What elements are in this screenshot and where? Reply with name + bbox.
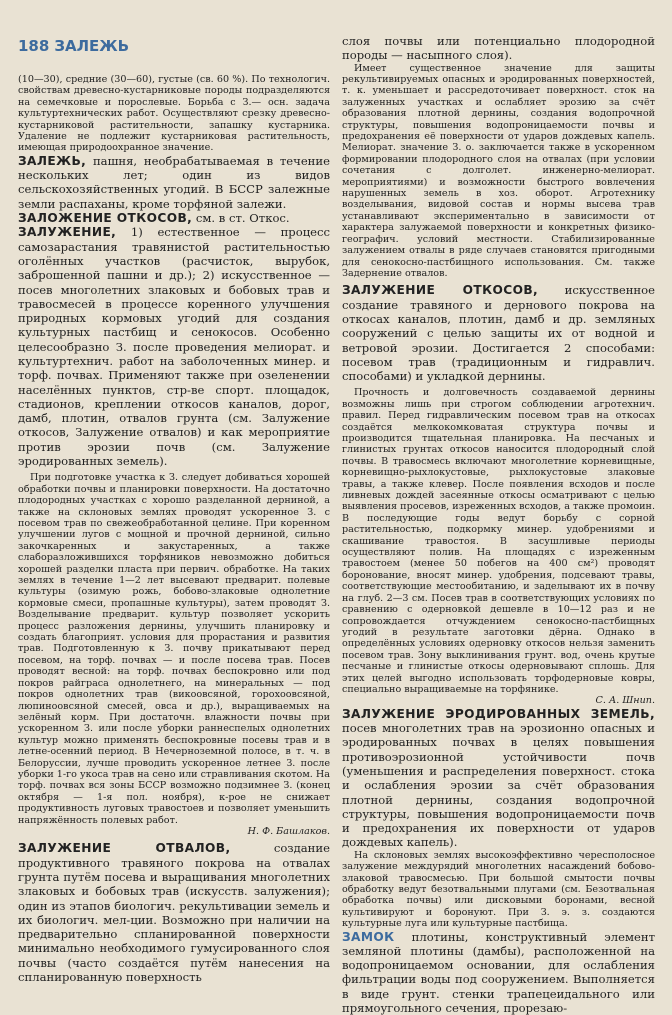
entry-zamok <box>342 930 655 1015</box>
entry-zaluzhenie <box>18 225 330 468</box>
entry-term: ЗАЛЕЖЬ, <box>18 153 87 168</box>
author-signature: Н. Ф. Башлаков. <box>247 825 330 837</box>
entry-zaluzhenie-otkosov <box>342 283 655 383</box>
entry-text: см. в ст. Откос. <box>195 211 290 226</box>
paragraph: Прочность и долговечность создаваемой дернины возможны лишь при строгом соблюдении агротехнич. правил. Перед гидравлическим посевом трав на откосах создаётся мелкокомковатая структура почвы и производится тщательная планировка. На песчаных и глинистых грунтах откосов наносится плодородный слой почвы. В травосмесь включают многолетние корневищные, корневищно-рыхлокустовые, рыхлокустовые злаковые травы, а также клевер. После появления всходов и после ливневых дождей засеянные откосы осматривают с целью выявления просевов, изреженных всходов, а также промоин. В последующие годы ведут борьбу с сорной растительностью, подкормку минер. удобрениями и скашивание травостоя. В засушливые периоды осуществляют полив. На площадях с изреженным травостоем (менее 50 побегов на 400 см²) проводят боронование, вносят минер. удобрения, подсевают травы, соответствующие местообитанию, и заделывают их в почву на глуб. 2—3 см. Посев трав в соответствующих условиях по сравнению с одерновкой дешевле в 10—12 раз и не сопровождается отчуждением сенокосно-пастбищных угодий в результате заготовки дёрна. Однако в определённых условиях одерновку откосов нельзя заменить посевом трав. Зону выклинивания грунт. вод, очень крутые песчаные и глинистые откосы одерновывают сплошь. Для этих целей выгодно использовать торфодерновые ковры, специально выращиваемые на торфянике. <box>342 387 655 695</box>
entry-term: ЗАЛУЖЕНИЕ ОТКОСОВ, <box>342 283 539 298</box>
entry-text: искусственное создание травяного и дернового покрова на откосах каналов, плотин, дамб и др. земляных сооружений с целью защиты их от водной и ветровой эрозии. Достигается 2 способами: посевом трав (традиционным и гидравлич. способами) и укладкой дернины. <box>342 283 655 384</box>
paragraph: При подготовке участка к З. следует добиваться хорошей обработки почвы и планировки поверхности. На достаточно плодородных участках с хорошо разделанной дерниной, а также на склоновых землях проводят ускоренное З. с посевом трав по свежеобработанной целине. При коренном улучшении лугов с мощной и прочной дерниной, сильно закочкаренных и закустаренных, а также слаборазложившихся торфяников невозможно добиться хорошей разделки пласта при первич. обработке. На таких землях в течение 1—2 лет высевают предварит. полевые культуры (озимую рожь, бобово-злаковые однолетние кормовые смеси, пропашные культуры), затем проводят З. Возделывание предварит. культур позволяет ускорить процесс разложения дернины, улучшить планировку и создать благоприят. условия для прорастания и развития трав. Подготовленную к З. почву прикатывают перед посевом, на торф. почвах — и после посева трав. Посев проводят весной: на торф. почвах беспокровно или под покров райграса однолетнего, на минеральных — под покров однолетних трав (викоовсяной, горохоовсяной, люпиноовсяной смесей, овса и др.), выращиваемых на зелёный корм. При достаточн. влажности почвы при ускоренном З. или после уборки раннеспелых однолетних культур можно применять беспокровные посевы трав и в летне-осенний период. В Нечерноземной полосе, в т. ч. в Белоруссии, лучше проводить ускоренное летнее З. после уборки 1-го укоса трав на сено или стравливания скотом. На торф. почвах вся зоны БССР возможно подзимнее З. (конец октября — 1-я пол. ноября), к-рое не снижает продуктивность луговых травостоев и позволяет уменьшить напряжённость полевых работ. <box>18 472 330 826</box>
right-column <box>342 34 655 1015</box>
entry-term: ЗАЛУЖЕНИЕ, <box>18 225 117 240</box>
page-header <box>18 36 129 56</box>
entry-zaluzhenie-erodirovannykh <box>342 707 655 850</box>
author-signature: С. А. Шнип. <box>595 695 655 707</box>
left-column <box>18 74 330 984</box>
entry-zalezh <box>18 154 330 211</box>
entry-text: пашня, необрабатываемая в течение нескольких лет; один из видов сельскохозяйственных угодий. В БССР залежные земли распаханы, кроме торфяной залежи. <box>18 153 330 211</box>
entry-term: ЗАЛУЖЕНИЕ ЭРОДИРОВАННЫХ ЗЕМЕЛЬ, <box>342 706 655 721</box>
entry-text: посев многолетних трав на эрозионно опасных и эродированных почвах в целях повышения противоэрозионной устойчивости почв (уменьшения и распределения поверхност. стока и ослабления эрозии за счёт образования плотной дернины, создания водопрочной структуры, повышения водопроницаемости почв и предохранения их поверхности от ударов дождевых капель). <box>342 721 655 850</box>
running-head: ЗАЛЕЖЬ <box>54 37 130 55</box>
entry-text: плотины, конструктивный элемент земляной плотины (дамбы), расположенной на водопроницаемом основании, для ослабления фильтрации воды под сооружением. Выполняется в виде грунт. стенки трапецеидального или прямоугольного сечения, прорезаю- <box>342 929 656 1015</box>
paragraph: слоя почвы или потенциально плодородной породы — насыпного слоя). <box>342 34 655 63</box>
entry-term: ЗАЛУЖЕНИЕ ОТВАЛОВ, <box>18 841 231 856</box>
page-number: 188 <box>18 37 50 55</box>
paragraph: Имеет существенное значение для защиты рекультивируемых опасных и эродированных поверхностей, т. к. уменьшает и рассредоточивает поверхност. сток на залуженных участках и ослабляет эрозию за счёт образования плотной дернины, создания водопрочной структуры, повышения водопроницаемости почвы и предохранения её поверхности от ударов дождевых капель. Мелиорат. значение З. о. заключается также в ускоренном формировании плодородного слоя на отвалах (при условии сочетания с долголет. инженерно-мелиорат. мероприятиями) и возможности быстрого вовлечения нарушенных земель в хоз. оборот. Агротехнику возделывания, видовой состав и нормы высева трав устанавливают экспериментально в зависимости от характера залужаемой поверхности и конкретных физико-географич. условий местности. Стабилизированные залужением отвалы в ряде случаев становятся пригодными для сенокосно-пастбищного использования. См. также Задернение отвалов. <box>342 62 655 279</box>
entry-term: ЗАМОК <box>342 929 395 944</box>
entry-text: создание продуктивного травяного покрова на отвалах грунта путём посева и выращивания многолетних злаковых и бобовых трав (искусств. залужения); один из этапов биологич. рекультивации земель и их биологич. мел-ции. Возможно при наличии на предварительно спланированной поверхности минимально необходимого гумусированного слоя почвы (часто создаётся путём нанесения на спланированную поверхность <box>18 841 330 985</box>
paragraph: На склоновых землях высокоэффективно чересполосное залужение междурядий многолетних насаждений бобово-злаковой травосмесью. При большой смытости почвы обработку ведут безотвальными плугами (см. Безотвальная обработка почвы) или дисковыми боронами, весной культивируют и боронуют. При З. э. з. создаются культурные луга или культурные пастбища. <box>342 849 655 930</box>
entry-zalozhenie <box>18 211 330 225</box>
paragraph: (10—30), средние (30—60), густые (св. 60 %). По технологич. свойствам древесно-кустарниковые породы подразделяются на семечковые и порослевые. Борьба с З.— осн. задача культуртехнических работ. Осуществляют срезку древесно-кустарниковой растительности, запашку кустарника. Удаление не подлежит кустарниковая растительность, имеющая природоохранное значение. <box>18 74 330 154</box>
entry-text: 1) естественное — процесс самозарастания травянистой растительностью оголённых участков (расчисток, вырубок, заброшенной пашни и др.); 2) искусственное — посев многолетних злаковых и бобовых трав и травосмесей в процессе коренного улучшения природных кормовых угодий для создания культурных пастбищ и сенокосов. Особенно целесообразно З. после проведения мелиорат. и культуртехнич. работ на заболоченных минер. и торф. почвах. Применяют также при озеленении населённых пунктов, стр-ве спорт. площадок, стадионов, креплении откосов каналов, дорог, дамб, плотин, отвалов грунта (см. Залужение откосов, Залужение отвалов) и как мероприятие против эрозии почв (см. Залужение эродированных земель). <box>18 225 331 469</box>
entry-term: ЗАЛОЖЕНИЕ ОТКОСОВ, <box>18 211 193 226</box>
entry-zaluzhenie-otvalov <box>18 841 330 984</box>
